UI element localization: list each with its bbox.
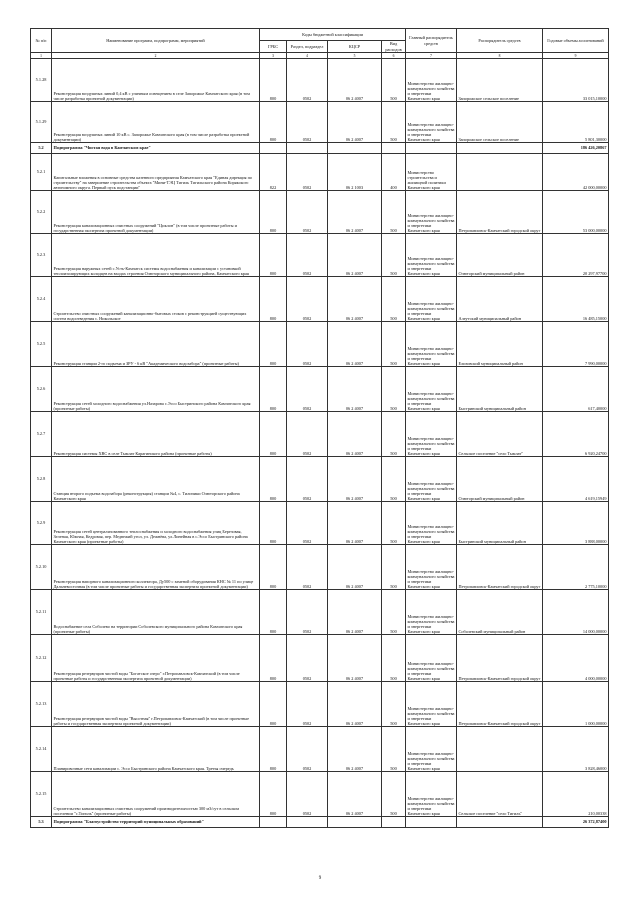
row-amount: 42 000,00000 (543, 154, 609, 191)
row-kvr: 500 (382, 277, 406, 322)
row-kcsr: 06 2 4007 (328, 59, 382, 102)
row-amount: 186 426,20867 (543, 143, 609, 154)
row-number: 5.2 (31, 143, 52, 154)
row-kcsr: 06 2 4007 (328, 682, 382, 727)
row-kcsr: 06 2 4007 (328, 412, 382, 457)
row-kcsr: 06 2 4007 (328, 590, 382, 635)
row-kvr: 500 (382, 59, 406, 102)
header-rzpr: Раздел, подраздел (287, 41, 328, 53)
table-row (31, 682, 609, 727)
row-number: 5.2.11 (31, 590, 52, 635)
row-grbs: 800 (260, 412, 287, 457)
row-kcsr (328, 143, 382, 154)
table-row (31, 727, 609, 772)
row-name: Реконструкция резервуаров чистой воды "Богатское озеро" г.Петропавловск-Камчатский (в том числе проектные работы и государственная экспертиза проектной документации) (52, 635, 260, 682)
row-main-manager: Министерство жилищно-коммунального хозяйства и энергетики Камчатского края (406, 277, 457, 322)
row-recipient: Петропавловск-Камчатский городской округ (457, 545, 543, 590)
row-recipient: Сельское поселение "село Тымлат" (457, 412, 543, 457)
row-grbs: 822 (260, 154, 287, 191)
row-name: Реконструкция системы ХВС в селе Тымлат Карагинского района (проектные работы) (52, 412, 260, 457)
row-grbs: 800 (260, 772, 287, 817)
row-name: Реконструкция воздушных линий 10 кВ с. Запорожье Камчатского края (в том числе разработка проектной документации) (52, 102, 260, 143)
row-kcsr: 06 2 4007 (328, 635, 382, 682)
column-number: 3 (260, 53, 287, 59)
row-recipient: Петропавловск-Камчатский городской округ (457, 191, 543, 234)
table-row (31, 772, 609, 817)
row-name: Реконструкция резервуаров чистой воды "Высотная" г.Петропавловск-Камчатский (в том числе проектные работы и государственная экспертиза проектной документации) (52, 682, 260, 727)
table-row (31, 545, 609, 590)
row-main-manager: Министерство жилищно-коммунального хозяйства и энергетики Камчатского края (406, 322, 457, 367)
row-amount: 33 015,10000 (543, 59, 609, 102)
row-name: Реконструкция сетей централизованного теплоснабжения и холодного водоснабжения улиц Березовая, Зеленая, Южная, Кедровая, пер. Медвежий угол, ул. Дежнёва, ул.Линейная в с.Эссо Быстринского района Камчатского края (проектные работы) (52, 502, 260, 545)
row-main-manager: Министерство жилищно-коммунального хозяйства и энергетики Камчатского края (406, 502, 457, 545)
table-row (31, 59, 609, 102)
row-main-manager: Министерство жилищно-коммунального хозяйства и энергетики Камчатского края (406, 412, 457, 457)
row-kvr (382, 817, 406, 828)
row-number: 5.2.5 (31, 322, 52, 367)
row-recipient: Елизовский муниципальный район (457, 322, 543, 367)
row-recipient (457, 817, 543, 828)
row-amount: 3 828,46000 (543, 727, 609, 772)
row-name: Строительство канализационных очистных сооружений производительностью 300 м3/сут в сельском поселении "с.Тигиль" (проектные работы) (52, 772, 260, 817)
row-grbs (260, 143, 287, 154)
row-grbs: 800 (260, 590, 287, 635)
row-recipient: Олюторский муниципальный район (457, 234, 543, 277)
row-number: 5.1.28 (31, 59, 52, 102)
row-razdel: 0502 (287, 727, 328, 772)
row-grbs: 800 (260, 457, 287, 502)
table-row (31, 367, 609, 412)
row-kvr: 500 (382, 457, 406, 502)
row-razdel: 0502 (287, 191, 328, 234)
row-number: 5.2.1 (31, 154, 52, 191)
row-recipient: Соболевский муниципальный район (457, 590, 543, 635)
header-grbs: ГРБС (260, 41, 287, 53)
row-name: Реконструкция станции 2-го подъема и ЗРУ - 6 кВ "Академического водозабора" (проектные работы) (52, 322, 260, 367)
row-grbs: 800 (260, 234, 287, 277)
row-main-manager: Министерство жилищно-коммунального хозяйства и энергетики Камчатского края (406, 191, 457, 234)
row-number: 5.2.8 (31, 457, 52, 502)
row-kvr: 500 (382, 590, 406, 635)
row-grbs (260, 817, 287, 828)
row-main-manager: Министерство жилищно-коммунального хозяйства и энергетики Камчатского края (406, 59, 457, 102)
row-kcsr: 06 2 4007 (328, 277, 382, 322)
row-kvr: 500 (382, 234, 406, 277)
row-main-manager: Министерство жилищно-коммунального хозяйства и энергетики Камчатского края (406, 682, 457, 727)
row-recipient: Петропавловск-Камчатский городской округ (457, 635, 543, 682)
table-row (31, 412, 609, 457)
column-number: 5 (328, 53, 382, 59)
row-razdel: 0502 (287, 772, 328, 817)
row-number: 5.2.12 (31, 635, 52, 682)
table-row (31, 277, 609, 322)
row-razdel: 0502 (287, 590, 328, 635)
table-row (31, 191, 609, 234)
row-amount: 1 000,00000 (543, 682, 609, 727)
row-number: 5.2.6 (31, 367, 52, 412)
row-kvr: 500 (382, 367, 406, 412)
row-recipient: Петропавловск-Камчатский городской округ (457, 682, 543, 727)
row-razdel: 0502 (287, 545, 328, 590)
row-name: Водоснабжение села Соболево на территории Соболевского муниципального района Камчатского края (проектные работы) (52, 590, 260, 635)
row-razdel: 0502 (287, 102, 328, 143)
row-name: Реконструкция напорного канализационного коллектора, Ду500 с заменой оборудования КНС № 11 по улице Дальневосточная (в том числе проектные работы и государственная экспертиза проектной документации) (52, 545, 260, 590)
row-kvr: 400 (382, 154, 406, 191)
row-grbs: 800 (260, 277, 287, 322)
row-kcsr: 06 2 1003 (328, 154, 382, 191)
row-name: Планировочные сети канализации с. Эссо Быстринского района Камчатского края. Третья очередь (52, 727, 260, 772)
header-recipient: Распорядитель средств (457, 29, 543, 53)
row-razdel: 0502 (287, 412, 328, 457)
row-recipient: Алеутский муниципальный район (457, 277, 543, 322)
row-amount: 2 775,10000 (543, 545, 609, 590)
row-number: 5.3 (31, 817, 52, 828)
row-kcsr: 06 2 4007 (328, 367, 382, 412)
row-main-manager: Министерство жилищно-коммунального хозяйства и энергетики Камчатского края (406, 590, 457, 635)
row-recipient (457, 727, 543, 772)
row-amount: 53 000,00000 (543, 191, 609, 234)
row-name: Капитальные вложения в основные средства казенного предприятия Камчатского края "Единая дирекция по строительству" на завершение строительства объекта "Мини-ТЭЦ Тигиль Тигильского района Корякского автономного округа. Первый пуск подстанции" (52, 154, 260, 191)
row-number: 5.2.2 (31, 191, 52, 234)
row-kvr: 500 (382, 682, 406, 727)
row-kvr: 500 (382, 502, 406, 545)
row-kvr (382, 143, 406, 154)
row-main-manager: Министерство жилищно-коммунального хозяйства и энергетики Камчатского края (406, 727, 457, 772)
row-grbs: 800 (260, 545, 287, 590)
row-kvr: 500 (382, 191, 406, 234)
row-amount: 20 297,97700 (543, 234, 609, 277)
table-body (31, 59, 609, 828)
row-number: 5.2.15 (31, 772, 52, 817)
header-kvr: Вид расходов (382, 41, 406, 53)
row-name: Реконструкция канализационных очистных сооружений "Циклон" (в том числе проектные работы и государственная экспертиза проектной документации) (52, 191, 260, 234)
row-amount: 16 485,15000 (543, 277, 609, 322)
row-recipient: Сельское поселение "село Тигиль" (457, 772, 543, 817)
row-kvr: 500 (382, 727, 406, 772)
row-number: 5.2.9 (31, 502, 52, 545)
row-main-manager: Министерство строительства и жилищной политики Камчатского края (406, 154, 457, 191)
column-number: 6 (382, 53, 406, 59)
column-number: 9 (543, 53, 609, 59)
row-kcsr: 06 2 4007 (328, 102, 382, 143)
row-kvr: 500 (382, 102, 406, 143)
row-main-manager: Министерство жилищно-коммунального хозяйства и энергетики Камчатского края (406, 457, 457, 502)
row-grbs: 800 (260, 682, 287, 727)
row-amount: 210,00338 (543, 772, 609, 817)
row-kcsr: 06 2 4007 (328, 234, 382, 277)
row-name: Реконструкция воздушных линий 0,4 кВ с уличным освещением в селе Запорожье Камчатского края (в том числе разработка проектной документации) (52, 59, 260, 102)
table-row (31, 102, 609, 143)
row-recipient: Быстринский муниципальный район (457, 502, 543, 545)
header-name: Наименование программ, подпрограмм, мероприятий (52, 29, 260, 53)
row-razdel: 0502 (287, 457, 328, 502)
row-razdel: 0502 (287, 367, 328, 412)
row-recipient (457, 154, 543, 191)
header-main-manager: Главный распорядитель средств (406, 29, 457, 53)
row-razdel: 0502 (287, 154, 328, 191)
row-name: Подпрограмма "Чистая вода в Камчатском крае" (52, 143, 260, 154)
row-amount: 617,40000 (543, 367, 609, 412)
header-kcsr: КЦСР (328, 41, 382, 53)
row-number: 5.2.14 (31, 727, 52, 772)
row-kcsr: 06 2 4007 (328, 772, 382, 817)
row-main-manager: Министерство жилищно-коммунального хозяйства и энергетики Камчатского края (406, 367, 457, 412)
row-kcsr: 06 2 4007 (328, 545, 382, 590)
row-grbs: 800 (260, 102, 287, 143)
row-main-manager (406, 817, 457, 828)
table-row (31, 590, 609, 635)
row-number: 5.2.13 (31, 682, 52, 727)
row-main-manager (406, 143, 457, 154)
row-kcsr: 06 2 4007 (328, 727, 382, 772)
row-recipient: Олюторский муниципальный район (457, 457, 543, 502)
column-number: 8 (457, 53, 543, 59)
column-number: 4 (287, 53, 328, 59)
row-name: Реконструкция сетей холодного водоснабжения ул.Назарова с.Эссо Быстринского района Камчатского края (проектные работы) (52, 367, 260, 412)
row-recipient (457, 143, 543, 154)
table-row (31, 234, 609, 277)
row-kcsr: 06 2 4007 (328, 322, 382, 367)
row-amount: 7 990,00000 (543, 322, 609, 367)
row-recipient: Запорожское сельское поселение (457, 102, 543, 143)
row-name: Строительство очистных сооружений канализационно-бытовых стоков с реконструкцией существующих систем водоотведения с. Никольское (52, 277, 260, 322)
header-num: № п/п (31, 29, 52, 53)
budget-table (30, 28, 609, 828)
row-amount: 14 000,00000 (543, 590, 609, 635)
row-amount: 26 372,87400 (543, 817, 609, 828)
row-kvr: 500 (382, 772, 406, 817)
row-razdel (287, 817, 328, 828)
row-recipient: Быстринский муниципальный район (457, 367, 543, 412)
row-amount: 6 920,24700 (543, 412, 609, 457)
header-amount: Годовые объемы ассигнований (543, 29, 609, 53)
table-row (31, 322, 609, 367)
row-razdel: 0502 (287, 234, 328, 277)
row-main-manager: Министерство жилищно-коммунального хозяйства и энергетики Камчатского края (406, 545, 457, 590)
row-kvr: 500 (382, 322, 406, 367)
row-grbs: 800 (260, 191, 287, 234)
row-main-manager: Министерство жилищно-коммунального хозяйства и энергетики Камчатского края (406, 102, 457, 143)
row-number: 5.1.29 (31, 102, 52, 143)
page-number: 9 (318, 876, 322, 881)
column-number: 2 (52, 53, 260, 59)
row-razdel: 0502 (287, 322, 328, 367)
column-number: 7 (406, 53, 457, 59)
row-kvr: 500 (382, 545, 406, 590)
row-name: Подпрограмма "Благоустройство территорий муниципальных образований" (52, 817, 260, 828)
subprogram-row (31, 143, 609, 154)
row-kcsr: 06 2 4007 (328, 457, 382, 502)
row-kvr: 500 (382, 412, 406, 457)
row-name: Станция второго подъема водозабора (реконструкция) станции №4, с. Тиличики Олюторского района Камчатского края (52, 457, 260, 502)
row-grbs: 800 (260, 322, 287, 367)
row-number: 5.2.7 (31, 412, 52, 457)
row-razdel: 0502 (287, 635, 328, 682)
row-main-manager: Министерство жилищно-коммунального хозяйства и энергетики Камчатского края (406, 635, 457, 682)
row-grbs: 800 (260, 367, 287, 412)
row-grbs: 800 (260, 502, 287, 545)
row-kcsr (328, 817, 382, 828)
row-grbs: 800 (260, 59, 287, 102)
row-number: 5.2.3 (31, 234, 52, 277)
row-kcsr: 06 2 4007 (328, 502, 382, 545)
document-page (30, 28, 608, 828)
row-main-manager: Министерство жилищно-коммунального хозяйства и энергетики Камчатского края (406, 772, 457, 817)
row-kvr: 500 (382, 635, 406, 682)
row-amount: 4 000,00000 (543, 635, 609, 682)
row-number: 5.2.4 (31, 277, 52, 322)
subprogram-row (31, 817, 609, 828)
table-row (31, 457, 609, 502)
row-grbs: 800 (260, 635, 287, 682)
row-kcsr: 06 2 4007 (328, 191, 382, 234)
row-razdel: 0502 (287, 277, 328, 322)
table-row (31, 635, 609, 682)
row-razdel: 0502 (287, 59, 328, 102)
table-row (31, 154, 609, 191)
table-row (31, 502, 609, 545)
row-razdel: 0502 (287, 502, 328, 545)
row-amount: 4 619,15949 (543, 457, 609, 502)
row-razdel: 0502 (287, 682, 328, 727)
row-main-manager: Министерство жилищно-коммунального хозяйства и энергетики Камчатского края (406, 234, 457, 277)
column-number: 1 (31, 53, 52, 59)
header-codes-group: Коды бюджетной классификации (260, 29, 406, 41)
row-amount: 5 801,30000 (543, 102, 609, 143)
row-grbs: 800 (260, 727, 287, 772)
row-name: Реконструкция наружных сетей с.Усть-Камчатск системы водоснабжения и канализации с установкой теплоизолирующих колодцев на входах строения Олюторского муниципального района, Камчатского края (52, 234, 260, 277)
row-amount: 3 888,00000 (543, 502, 609, 545)
row-number: 5.2.10 (31, 545, 52, 590)
row-recipient: Запорожское сельское поселение (457, 59, 543, 102)
row-razdel (287, 143, 328, 154)
